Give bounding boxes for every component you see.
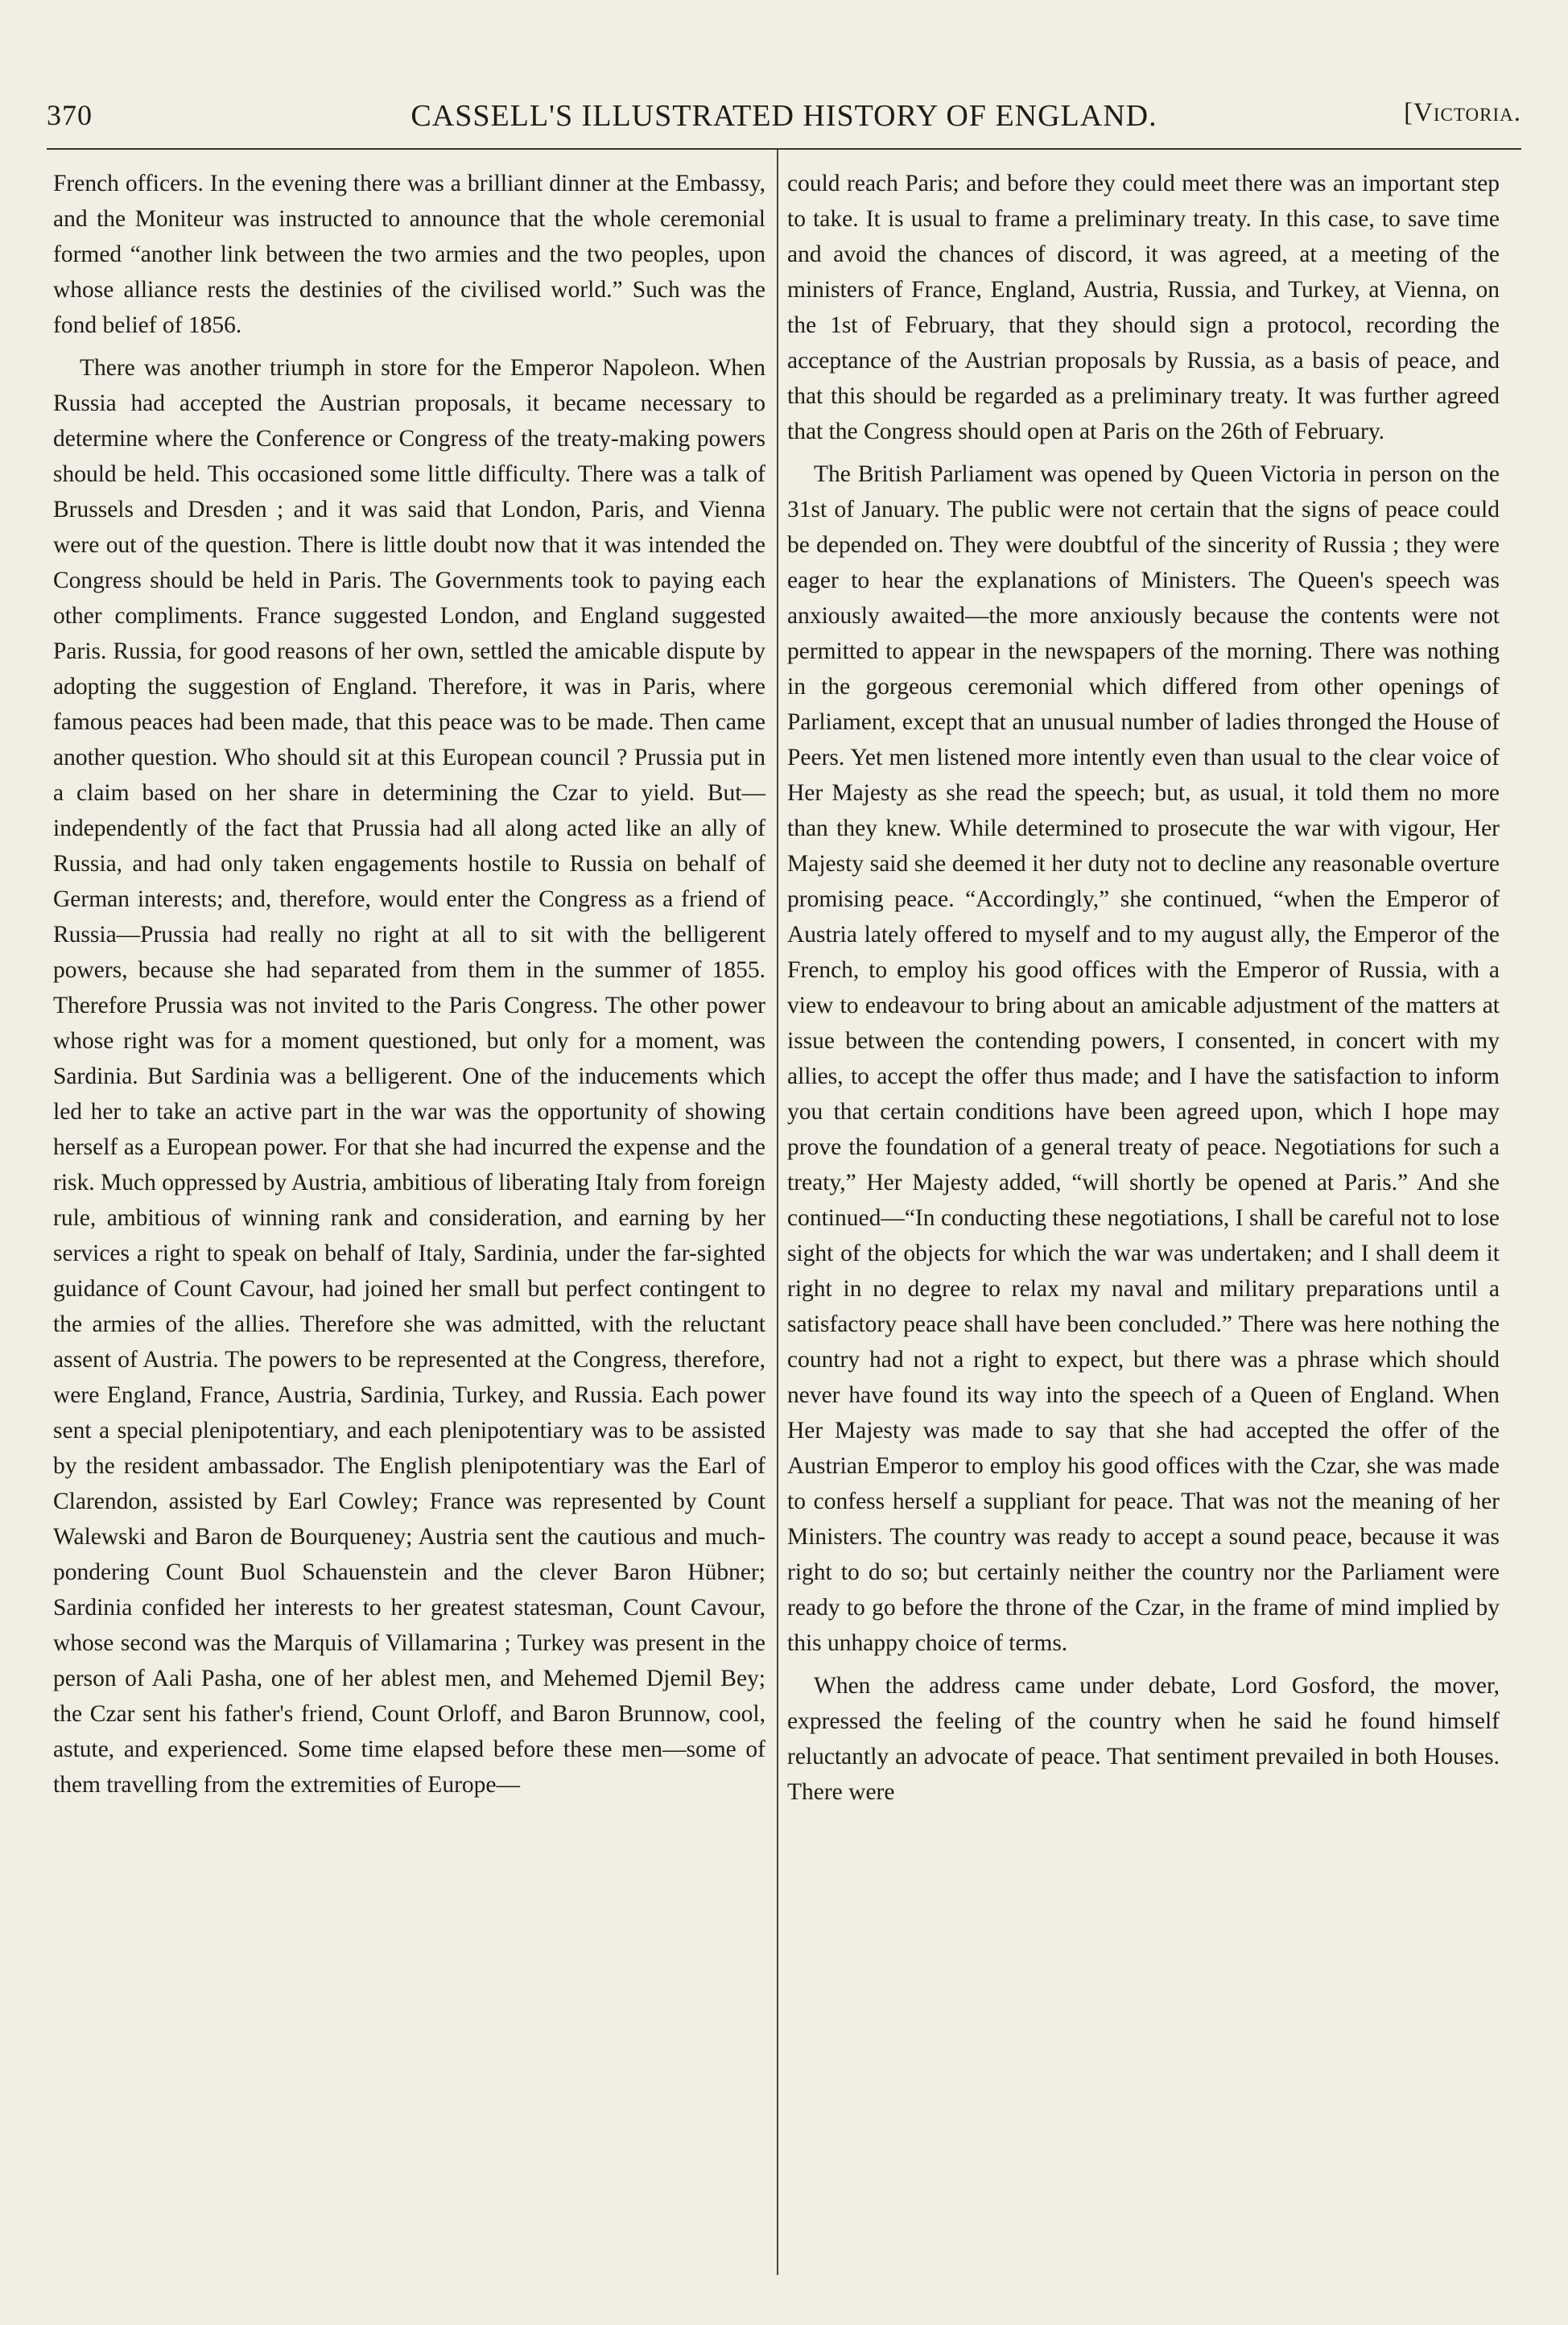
header-rule	[47, 148, 1521, 150]
paragraph: There was another triumph in store for the Emperor Napoleon. When Russia had accepted the Austrian proposals, it became necessary to determine where the Conference or Congress of the treaty-making powers should be held. This occasioned some little difficulty. There was a talk of Brussels and Dresden ; and it was said that London, Paris, and Vienna were out of the question. There is little doubt now that it was intended the Congress should be held in Paris. The Governments took to paying each other compliments. France suggested London, and England suggested Paris. Russia, for good reasons of her own, settled the amicable dispute by adopting the suggestion of England. Therefore, it was in Paris, where famous peaces had been made, that this peace was to be made. Then came another question. Who should sit at this European council ? Prussia put in a claim based on her share in determining the Czar to yield. But—independently of the fact that Prussia had all along acted like an ally of Russia, and had only taken engagements hostile to Russia on behalf of German interests; and, therefore, would enter the Congress as a friend of Russia—Prussia had really no right at all to sit with the belligerent powers, because she had separated from them in the summer of 1855. Therefore Prussia was not invited to the Paris Congress. The other power whose right was for a moment questioned, but only for a moment, was Sardinia. But Sardinia was a belligerent. One of the inducements which led her to take an active part in the war was the opportunity of showing herself as a European power. For that she had incurred the expense and the risk. Much oppressed by Austria, ambitious of liberating Italy from foreign rule, ambitious of winning rank and consideration, and earning by her services a right to speak on behalf of Italy, Sardinia, under the far-sighted guidance of Count Cavour, had joined her small but perfect contingent to the armies of the allies. Therefore she was admitted, with the reluctant assent of Austria. The powers to be represented at the Congress, therefore, were England, France, Austria, Sardinia, Turkey, and Russia. Each power sent a special plenipotentiary, and each plenipotentiary was to be assisted by the resident ambassador. The English plenipotentiary was the Earl of Clarendon, assisted by Earl Cowley; France was represented by Count Walewski and Baron de Bourqueney; Austria sent the cautious and much-pondering Count Buol Schauenstein and the clever Baron Hübner; Sardinia confided her interests to her greatest statesman, Count Cavour, whose second was the Marquis of Villamarina ; Turkey was present in the person of Aali Pasha, one of her ablest men, and Mehemed Djemil Bey; the Czar sent his father's friend, Count Orloff, and Baron Brunnow, cool, astute, and experienced. Some time elapsed before these men—some of them travelling from the extremities of Europe—	[53, 355, 765, 1798]
right-column	[787, 166, 1500, 1810]
running-title: CASSELL'S ILLUSTRATED HISTORY OF ENGLAND.	[411, 99, 1157, 133]
page-number: 370	[47, 99, 93, 131]
paragraph: French officers. In the evening there was a brilliant dinner at the Embassy, and the Moniteur was instructed to announce that the whole ceremonial formed “another link between the two armies and the two peoples, upon whose alliance rests the destinies of the civilised world.” Such was the fond belief of 1856.	[53, 171, 765, 338]
paragraph: When the address came under debate, Lord Gosford, the mover, expressed the feeling of the country when he said he found himself reluctantly an advocate of peace. That sentiment prevailed in both Houses. There were	[787, 1673, 1500, 1805]
running-header	[47, 90, 1521, 138]
column-divider	[777, 150, 778, 2275]
paragraph: The British Parliament was opened by Queen Victoria in person on the 31st of January. The public were not certain that the signs of peace could be depended on. They were doubtful of the sincerity of Russia ; they were eager to hear the explanations of Ministers. The Queen's speech was anxiously awaited—the more anxiously because the contents were not permitted to appear in the newspapers of the morning. There was nothing in the gorgeous ceremonial which differed from other openings of Parliament, except that an unusual number of ladies thronged the House of Peers. Yet men listened more intently even than usual to the clear voice of Her Majesty as she read the speech; but, as usual, it told them no more than they knew. While determined to prosecute the war with vigour, Her Majesty said she deemed it her duty not to decline any reasonable overture promising peace. “Accordingly,” she continued, “when the Emperor of Austria lately offered to myself and to my august ally, the Emperor of the French, to employ his good offices with the Emperor of Russia, with a view to endeavour to bring about an amicable adjustment of the matters at issue between the contending powers, I consented, in concert with my allies, to accept the offer thus made; and I have the satisfaction to inform you that certain conditions have been agreed upon, which I hope may prove the foundation of a general treaty of peace. Negotiations for such a treaty,” Her Majesty added, “will shortly be opened at Paris.” And she continued—“In conducting these negotiations, I shall be careful not to lose sight of the objects for which the war was undertaken; and I shall deem it right in no degree to relax my naval and military preparations until a satisfactory peace shall have been concluded.” There was here nothing the country had not a right to expect, but there was a phrase which should never have found its way into the speech of a Queen of England. When Her Majesty was made to say that she had accepted the offer of the Austrian Emperor to employ his good offices with the Czar, she was made to confess herself a suppliant for peace. That was not the meaning of her Ministers. The country was ready to accept a sound peace, because it was right to do so; but certainly neither the country nor the Parliament were ready to go before the throne of the Czar, in the frame of mind implied by this unhappy choice of terms.	[787, 461, 1500, 1656]
left-column	[53, 166, 765, 1803]
paragraph: could reach Paris; and before they could meet there was an important step to take. It is usual to frame a preliminary treaty. In this case, to save time and avoid the chances of discord, it was agreed, at a meeting of the ministers of France, England, Austria, Russia, and Turkey, at Vienna, on the 1st of February, that they should sign a protocol, recording the acceptance of the Austrian proposals by Russia, as a basis of peace, and that this should be regarded as a preliminary treaty. It was further agreed that the Congress should open at Paris on the 26th of February.	[787, 171, 1500, 444]
section-label: [Victoria.	[1404, 98, 1521, 127]
